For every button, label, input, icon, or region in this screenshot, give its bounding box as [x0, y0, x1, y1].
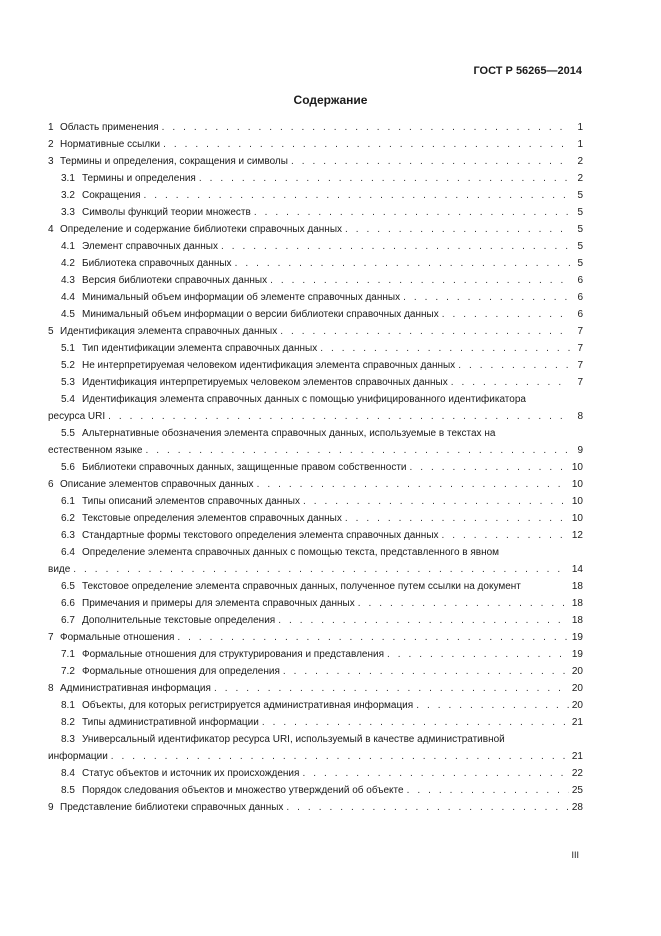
toc-entry-page: 22: [571, 768, 583, 779]
toc-entry[interactable]: [48, 513, 583, 525]
toc-entry-number: 7.1: [61, 649, 75, 660]
toc-entry[interactable]: [48, 479, 583, 491]
leader-dots: [407, 785, 569, 797]
toc-entry-title: Нормативные ссылки: [60, 139, 161, 150]
page-title: Содержание: [293, 93, 368, 107]
toc-entry-number: 5.2: [61, 360, 75, 371]
toc-entry-number: 6.6: [61, 598, 75, 609]
toc-entry-title: Библиотеки справочных данных, защищенные правом собственности: [82, 462, 407, 473]
toc-entry[interactable]: [48, 258, 583, 270]
toc-entry-number: 7: [48, 632, 54, 643]
toc-entry-number: 8: [48, 683, 54, 694]
toc-entry-title: Определение и содержание библиотеки справочных данных: [60, 224, 343, 235]
toc-entry[interactable]: [48, 717, 583, 729]
toc-entry-page: 5: [577, 224, 583, 235]
toc-entry-number: 6.5: [61, 581, 75, 592]
toc-entry-title: Сокращения: [82, 190, 141, 201]
leader-dots: [442, 309, 570, 321]
leader-dots: [320, 343, 570, 355]
leader-dots: [286, 802, 568, 814]
toc-entry-page: 18: [571, 615, 583, 626]
leader-dots: [254, 207, 570, 219]
leader-dots: [270, 275, 570, 287]
leader-dots: [442, 530, 569, 542]
toc-entry-page: 12: [571, 530, 583, 541]
toc-entry-page: 1: [577, 139, 583, 150]
toc-entry-number: 4.1: [61, 241, 75, 252]
leader-dots: [199, 173, 570, 185]
toc-entry-title: Дополнительные текстовые определения: [82, 615, 276, 626]
toc-entry[interactable]: [48, 785, 583, 797]
leader-dots: [280, 326, 570, 338]
leader-dots: [235, 258, 570, 270]
toc-entry-title: Описание элементов справочных данных: [60, 479, 254, 490]
toc-entry-page: 1: [577, 122, 583, 133]
toc-entry-page: 28: [571, 802, 583, 813]
toc-entry-page: 10: [571, 496, 583, 507]
toc-entry-page: 21: [571, 751, 583, 762]
toc-entry-number: 5.4: [61, 394, 75, 405]
toc-entry-page: 18: [571, 598, 583, 609]
toc-entry-title: Формальные отношения: [60, 632, 175, 643]
toc-entry-title: Представление библиотеки справочных данных: [60, 802, 284, 813]
toc-entry[interactable]: [48, 802, 583, 814]
toc-entry[interactable]: [48, 394, 583, 423]
toc-entry-title: Примечания и примеры для элемента справочных данных: [82, 598, 355, 609]
toc-entry[interactable]: [48, 530, 583, 542]
toc-entry-title: Типы описаний элементов справочных данных: [82, 496, 300, 507]
toc-entry[interactable]: [48, 649, 583, 661]
toc-entry[interactable]: [48, 377, 583, 389]
toc-entry-page: 19: [571, 632, 583, 643]
toc-entry-number: 8.1: [61, 700, 75, 711]
leader-dots: [278, 615, 569, 627]
leader-dots: [345, 224, 570, 236]
toc-entry-page: 8: [577, 411, 583, 422]
toc-entry-page: 7: [577, 326, 583, 337]
toc-entry[interactable]: [48, 768, 583, 780]
toc-entry-page: 2: [577, 173, 583, 184]
toc-entry-title: Элемент справочных данных: [82, 241, 218, 252]
toc-entry-number: 3.2: [61, 190, 75, 201]
toc-entry[interactable]: [48, 309, 583, 321]
toc-entry-number: 2: [48, 139, 54, 150]
toc-entry-number: 3.1: [61, 173, 75, 184]
toc-entry-page: 7: [577, 377, 583, 388]
toc-entry-number: 6: [48, 479, 54, 490]
leader-dots: [345, 513, 569, 525]
toc-entry-title: Стандартные формы текстового определения элемента справочных данных: [82, 530, 439, 541]
page-number: III: [571, 850, 579, 860]
toc-entry-page: 6: [577, 275, 583, 286]
leader-dots: [358, 598, 569, 610]
toc-entry-title: Область применения: [60, 122, 159, 133]
toc-entry-page: 18: [571, 581, 583, 592]
toc-entry-number: 8.5: [61, 785, 75, 796]
leader-dots: [257, 479, 569, 491]
toc-entry-title: Термины и определения, сокращения и символы: [60, 156, 288, 167]
toc-entry[interactable]: [48, 275, 583, 287]
toc-entry-number: 6.7: [61, 615, 75, 626]
leader-dots: [458, 360, 570, 372]
toc-entry[interactable]: [48, 598, 583, 610]
toc-entry-page: 5: [577, 241, 583, 252]
toc-entry[interactable]: [48, 207, 583, 219]
toc-entry-page: 20: [571, 700, 583, 711]
toc-entry-page: 10: [571, 479, 583, 490]
toc-entry[interactable]: [48, 428, 583, 457]
toc-entry-number: 6.1: [61, 496, 75, 507]
toc-entry[interactable]: [48, 156, 583, 168]
toc-entry-number: 5.5: [61, 428, 75, 439]
leader-dots: [162, 122, 570, 134]
toc-entry-number: 6.3: [61, 530, 75, 541]
toc-entry-page: 19: [571, 649, 583, 660]
leader-dots: [302, 768, 568, 780]
leader-dots: [221, 241, 570, 253]
toc-entry[interactable]: [48, 666, 583, 678]
toc-entry-title-continuation: ресурса URI: [48, 411, 106, 422]
toc-entry-title: Версия библиотеки справочных данных: [82, 275, 268, 286]
toc-entry[interactable]: [48, 241, 583, 253]
toc-entry-number: 5: [48, 326, 54, 337]
leader-dots: [111, 751, 569, 763]
toc-entry-title: Идентификация элемента справочных данных: [60, 326, 278, 337]
toc-entry-page: 20: [571, 683, 583, 694]
toc-entry-number: 8.2: [61, 717, 75, 728]
toc-entry[interactable]: [48, 632, 583, 644]
leader-dots: [410, 462, 569, 474]
toc-entry-page: 21: [571, 717, 583, 728]
toc-entry-number: 7.2: [61, 666, 75, 677]
toc-entry-number: 4.2: [61, 258, 75, 269]
toc-entry[interactable]: [48, 462, 583, 474]
toc-entry[interactable]: [48, 173, 583, 185]
leader-dots: [403, 292, 570, 304]
toc-entry-number: 6.2: [61, 513, 75, 524]
toc-entry[interactable]: [48, 139, 583, 151]
toc-entry[interactable]: [48, 122, 583, 134]
leader-dots: [451, 377, 570, 389]
toc-entry-page: 25: [571, 785, 583, 796]
toc-entry-number: 5.1: [61, 343, 75, 354]
leader-dots: [163, 139, 570, 151]
toc-entry-title: Идентификация интерпретируемых человеком элементов справочных данных: [82, 377, 448, 388]
toc-entry-page: 6: [577, 292, 583, 303]
toc-entry-page: 7: [577, 343, 583, 354]
toc-entry-page: 5: [577, 190, 583, 201]
toc-entry-title: Формальные отношения для определения: [82, 666, 280, 677]
toc-entry-number: 9: [48, 802, 54, 813]
toc-entry-number: 4.4: [61, 292, 75, 303]
toc-entry-number: 4.3: [61, 275, 75, 286]
toc-entry-page: 5: [577, 258, 583, 269]
toc-entry[interactable]: [48, 734, 583, 763]
toc-entry-title: Тип идентификации элемента справочных данных: [82, 343, 318, 354]
toc-entry-title: Минимальный объем информации об элементе справочных данных: [82, 292, 401, 303]
leader-dots: [303, 496, 569, 508]
toc-entry-title: Термины и определения: [82, 173, 196, 184]
toc-entry-title-continuation: информации: [48, 751, 108, 762]
toc-entry[interactable]: [48, 683, 583, 695]
leader-dots: [108, 411, 570, 423]
toc-entry-title: Порядок следования объектов и множество утверждений об объекте: [82, 785, 404, 796]
toc-entry[interactable]: [48, 224, 583, 236]
toc-entry-title: Минимальный объем информации о версии библиотеки справочных данных: [82, 309, 439, 320]
leader-dots: [143, 190, 570, 202]
toc-entry-number: 8.3: [61, 734, 75, 745]
toc-entry-title-continuation: виде: [48, 564, 71, 575]
toc-entry-title-continuation: естественном языке: [48, 445, 143, 456]
toc-entry-number: 4: [48, 224, 54, 235]
document-id: ГОСТ Р 56265—2014: [473, 65, 582, 77]
toc-entry-page: 10: [571, 462, 583, 473]
toc-entry-page: 2: [577, 156, 583, 167]
toc-entry-number: 6.4: [61, 547, 75, 558]
leader-dots: [73, 564, 569, 576]
toc-entry-number: 3.3: [61, 207, 75, 218]
toc-entry-number: 8.4: [61, 768, 75, 779]
toc-entry-page: 20: [571, 666, 583, 677]
leader-dots: [283, 666, 569, 678]
toc-entry-title: Библиотека справочных данных: [82, 258, 232, 269]
toc-entry-number: 3: [48, 156, 54, 167]
toc-entry-title: Типы административной информации: [82, 717, 259, 728]
leader-dots: [145, 445, 570, 457]
toc-entry-title: Универсальный идентификатор ресурса URI, используемый в качестве административной: [82, 734, 505, 745]
leader-dots: [177, 632, 569, 644]
toc-entry-title: Текстовое определение элемента справочных данных, полученное путем ссылки на документ: [82, 581, 521, 592]
toc-entry-title: Альтернативные обозначения элемента справочных данных, используемые в текстах на: [82, 428, 496, 439]
toc-entry-title: Символы функций теории множеств: [82, 207, 251, 218]
toc-entry-number: 1: [48, 122, 54, 133]
leader-dots: [291, 156, 570, 168]
toc-entry[interactable]: [48, 547, 583, 576]
toc-entry-page: 9: [577, 445, 583, 456]
toc-entry-number: 5.6: [61, 462, 75, 473]
toc-entry-title: Формальные отношения для структурирования и представления: [82, 649, 384, 660]
toc-entry-title: Статус объектов и источник их происхождения: [82, 768, 300, 779]
leader-dots: [214, 683, 569, 695]
toc-entry-page: 7: [577, 360, 583, 371]
leader-dots: [262, 717, 569, 729]
toc-entry-number: 4.5: [61, 309, 75, 320]
toc-entry[interactable]: [48, 700, 583, 712]
toc-entry-page: 10: [571, 513, 583, 524]
toc-entry-title: Идентификация элемента справочных данных с помощью унифицированного идентификатора: [82, 394, 526, 405]
toc-entry-title: Текстовые определения элементов справочных данных: [82, 513, 342, 524]
toc-entry[interactable]: [48, 360, 583, 372]
toc-entry-title: Не интерпретируемая человеком идентификация элемента справочных данных: [82, 360, 456, 371]
leader-dots: [387, 649, 569, 661]
toc-entry-title: Определение элемента справочных данных с помощью текста, представленного в явном: [82, 547, 500, 558]
toc-entry[interactable]: [48, 581, 583, 593]
toc-entry[interactable]: [48, 615, 583, 627]
toc-entry-page: 14: [571, 564, 583, 575]
table-of-contents: [48, 122, 583, 819]
toc-entry[interactable]: [48, 190, 583, 202]
toc-entry-page: 6: [577, 309, 583, 320]
toc-entry-title: Объекты, для которых регистрируется административная информация: [82, 700, 414, 711]
toc-entry-page: 5: [577, 207, 583, 218]
toc-entry[interactable]: [48, 343, 583, 355]
toc-entry-number: 5.3: [61, 377, 75, 388]
toc-entry-title: Административная информация: [60, 683, 211, 694]
toc-entry[interactable]: [48, 496, 583, 508]
toc-entry[interactable]: [48, 292, 583, 304]
leader-dots: [416, 700, 569, 712]
toc-entry[interactable]: [48, 326, 583, 338]
